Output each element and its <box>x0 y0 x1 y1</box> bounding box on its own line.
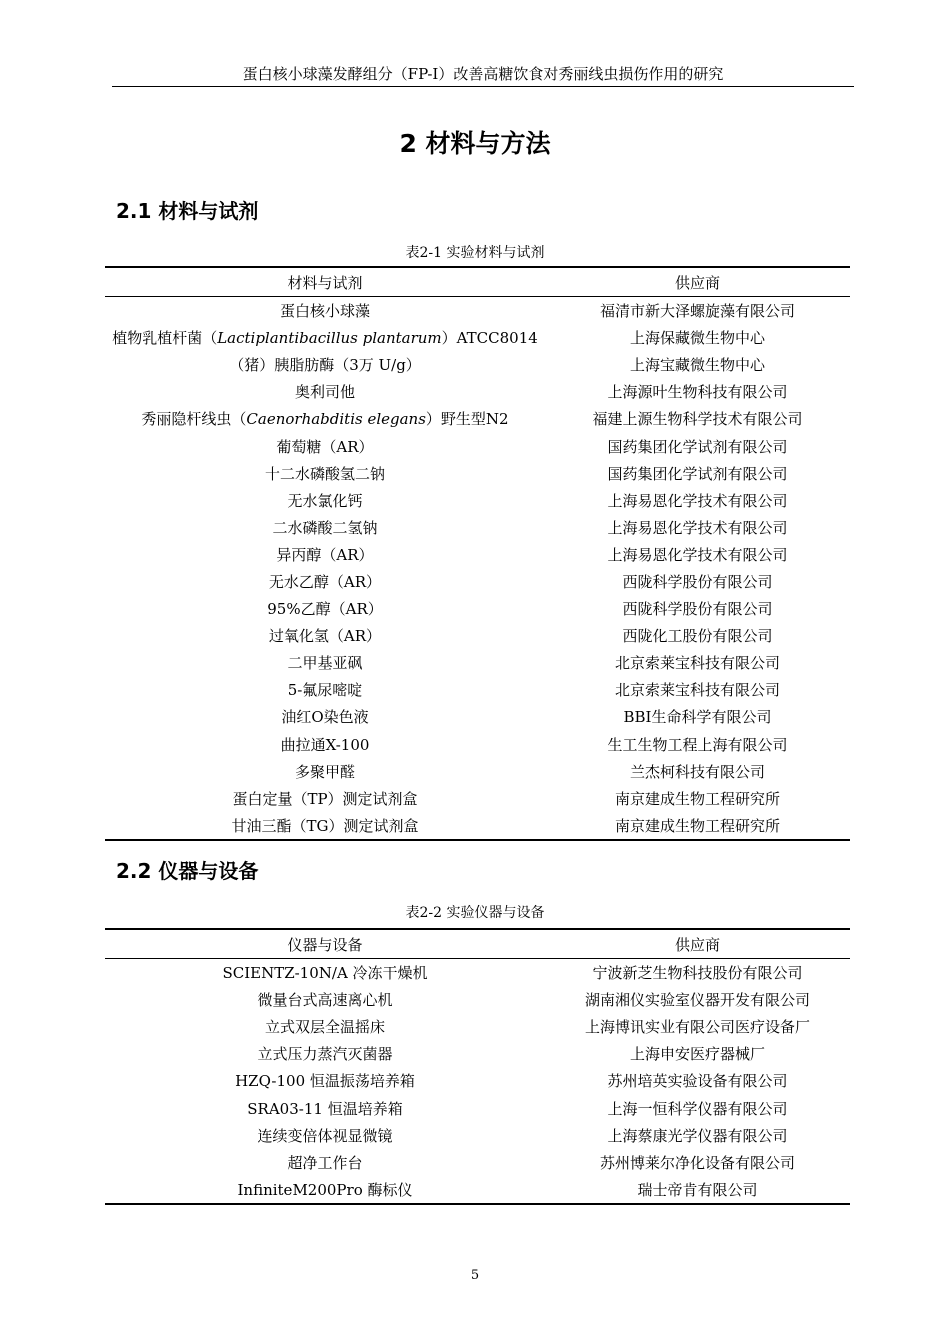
item-cell: 异丙醇（AR） <box>276 545 374 564</box>
supplier-cell: 苏州博莱尔净化设备有限公司 <box>599 1153 795 1172</box>
supplier-cell: 上海宝藏微生物中心 <box>629 356 765 375</box>
item-cell: 超净工作台 <box>287 1153 363 1172</box>
item-cell: 秀丽隐杆线虫（Caenorhabditis elegans）野生型N2 <box>141 410 509 429</box>
table-row <box>105 785 850 812</box>
item-cell: HZQ-100 恒温振荡培养箱 <box>235 1072 415 1091</box>
table-row <box>105 1149 850 1176</box>
supplier-cell: 福建上源生物科学技术有限公司 <box>592 410 803 429</box>
supplier-cell: 福清市新大泽螺旋藻有限公司 <box>599 302 795 321</box>
supplier-cell: 上海易恩化学技术有限公司 <box>607 491 788 510</box>
item-cell: 油红O染色液 <box>281 708 369 727</box>
supplier-cell: 上海蔡康光学仪器有限公司 <box>607 1126 788 1145</box>
item-cell: 连续变倍体视显微镜 <box>257 1126 393 1145</box>
supplier-cell: 上海易恩化学技术有限公司 <box>607 545 788 564</box>
item-cell: 二水磷酸二氢钠 <box>272 518 378 537</box>
table-row <box>105 297 850 325</box>
supplier-cell: 北京索莱宝科技有限公司 <box>614 681 780 700</box>
supplier-cell: BBI生命科学有限公司 <box>623 708 772 727</box>
table-row <box>105 649 850 676</box>
column-header: 材料与试剂 <box>105 267 545 297</box>
header-rule <box>112 86 854 87</box>
item-cell: 立式压力蒸汽灭菌器 <box>257 1045 393 1064</box>
table-row <box>105 487 850 514</box>
item-cell: 葡萄糖（AR） <box>276 437 374 456</box>
chapter-title: 2 材料与方法 <box>399 129 551 158</box>
item-cell: 95%乙醇（AR） <box>267 600 383 619</box>
supplier-cell: 上海源叶生物科技有限公司 <box>607 383 788 402</box>
table-row <box>105 541 850 568</box>
item-cell: 无水乙醇（AR） <box>268 572 382 591</box>
running-header: 蛋白核小球藻发酵组分（FP-I）改善高糖饮食对秀丽线虫损伤作用的研究 <box>242 65 724 83</box>
supplier-cell: 西陇化工股份有限公司 <box>622 627 773 646</box>
item-cell: 奥利司他 <box>294 383 355 402</box>
species-name: Lactiplantibacillus plantarum <box>217 329 442 348</box>
item-cell: 过氧化氢（AR） <box>268 627 382 646</box>
section-title-materials: 2.1 材料与试剂 <box>116 199 259 223</box>
section-title-instruments: 2.2 仪器与设备 <box>116 859 259 883</box>
species-name: Caenorhabditis elegans <box>246 410 426 429</box>
item-cell: 植物乳植杆菌（Lactiplantibacillus plantarum）ATCC8014 <box>112 329 538 348</box>
item-cell: SRA03-11 恒温培养箱 <box>247 1099 403 1118</box>
item-cell: 二甲基亚砜 <box>287 654 363 673</box>
table-row <box>105 1013 850 1040</box>
table-row <box>105 959 850 987</box>
table-row <box>105 378 850 405</box>
item-cell: （猪）胰脂肪酶（3万 U/g） <box>229 356 421 375</box>
table-caption-instruments: 表2-2 实验仪器与设备 <box>405 905 545 921</box>
item-cell: 甘油三酯（TG）测定试剂盒 <box>105 812 545 840</box>
table-row <box>105 568 850 595</box>
table-row <box>105 514 850 541</box>
instruments-table <box>105 928 850 1205</box>
table-caption-materials: 表2-1 实验材料与试剂 <box>405 245 545 261</box>
supplier-cell: 兰杰柯科技有限公司 <box>629 762 765 781</box>
table-row <box>105 405 850 432</box>
table-row <box>105 703 850 730</box>
item-cell: InfiniteM200Pro 酶标仪 <box>105 1176 545 1204</box>
table-row <box>105 460 850 487</box>
supplier-cell: 上海保藏微生物中心 <box>629 329 765 348</box>
table-row <box>105 1122 850 1149</box>
table-row <box>105 1094 850 1121</box>
table-row <box>105 812 850 840</box>
supplier-cell: 南京建成生物工程研究所 <box>545 812 850 840</box>
item-cell: 蛋白定量（TP）测定试剂盒 <box>232 789 418 808</box>
supplier-cell: 国药集团化学试剂有限公司 <box>607 437 788 456</box>
item-cell: 蛋白核小球藻 <box>279 302 370 321</box>
supplier-cell: 上海申安医疗器械厂 <box>629 1045 765 1064</box>
supplier-cell: 西陇科学股份有限公司 <box>622 572 773 591</box>
table-row <box>105 324 850 351</box>
table-row <box>105 432 850 459</box>
table-row <box>105 986 850 1013</box>
page-number: 5 <box>470 1268 480 1283</box>
item-cell: 曲拉通X-100 <box>280 735 370 754</box>
table-row <box>105 676 850 703</box>
supplier-cell: 上海易恩化学技术有限公司 <box>607 518 788 537</box>
supplier-cell: 国药集团化学试剂有限公司 <box>607 464 788 483</box>
table-row <box>105 1067 850 1094</box>
supplier-cell: 上海一恒科学仪器有限公司 <box>607 1099 788 1118</box>
item-cell: 多聚甲醛 <box>294 762 355 781</box>
supplier-cell: 上海博讯实业有限公司医疗设备厂 <box>584 1018 810 1037</box>
table-row <box>105 622 850 649</box>
table-row <box>105 595 850 622</box>
supplier-cell: 宁波新芝生物科技股份有限公司 <box>592 964 803 983</box>
item-cell: 十二水磷酸氢二钠 <box>264 464 385 483</box>
supplier-cell: 南京建成生物工程研究所 <box>614 789 780 808</box>
item-cell: SCIENTZ-10N/A 冷冻干燥机 <box>222 964 428 983</box>
supplier-cell: 湖南湘仪实验室仪器开发有限公司 <box>584 991 810 1010</box>
item-cell: 无水氯化钙 <box>287 491 363 510</box>
supplier-cell: 瑞士帝肯有限公司 <box>545 1176 850 1204</box>
supplier-cell: 苏州培英实验设备有限公司 <box>607 1072 788 1091</box>
materials-table <box>105 266 850 841</box>
supplier-cell: 西陇科学股份有限公司 <box>622 600 773 619</box>
item-cell: 立式双层全温摇床 <box>264 1018 385 1037</box>
table-row <box>105 1176 850 1204</box>
table-row <box>105 351 850 378</box>
column-header: 供应商 <box>545 929 850 959</box>
item-cell: 微量台式高速离心机 <box>257 991 393 1010</box>
table-row <box>105 758 850 785</box>
table-row <box>105 731 850 758</box>
table-row <box>105 1040 850 1067</box>
supplier-cell: 北京索莱宝科技有限公司 <box>614 654 780 673</box>
item-cell: 5-氟尿嘧啶 <box>287 681 363 700</box>
supplier-cell: 生工生物工程上海有限公司 <box>607 735 788 754</box>
column-header: 仪器与设备 <box>105 929 545 959</box>
column-header: 供应商 <box>545 267 850 297</box>
